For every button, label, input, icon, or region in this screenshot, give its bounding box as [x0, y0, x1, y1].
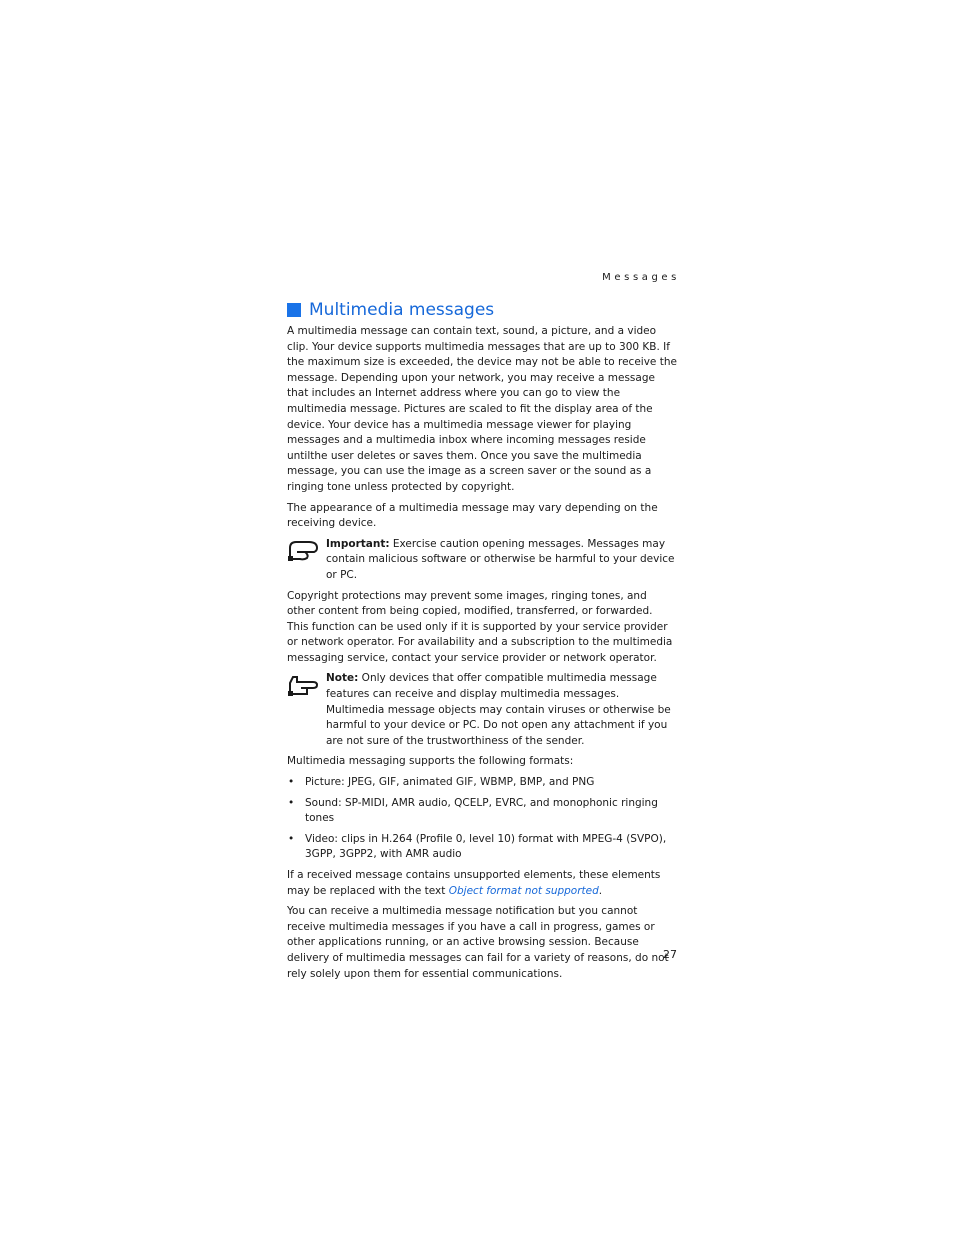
- important-label: Important:: [326, 537, 390, 550]
- format-picture: Picture: JPEG, GIF, animated GIF, WBMP, BMP, and PNG: [305, 776, 595, 789]
- heading-square-icon: [287, 303, 301, 317]
- note-label: Note:: [326, 672, 359, 685]
- formats-intro: Multimedia messaging supports the following formats:: [287, 755, 574, 768]
- appearance-paragraph: The appearance of a multimedia message may vary depending on the receiving device.: [287, 501, 658, 530]
- running-header: Messages: [602, 272, 680, 283]
- bullet: •: [288, 796, 295, 809]
- info-note: [287, 671, 677, 749]
- unsupported-text: If a received message contains unsupported elements, these elements may be replaced with the text: [287, 869, 661, 897]
- unsupported-paragraph: [287, 868, 677, 899]
- notification-paragraph: You can receive a multimedia message notification but you cannot receive multimedia messages if you have a call in progress, games or other applications running, or an active browsing session. Because delivery of multimedia messages can fail for a variety of reasons, do not rely solely upon them for essential communications.: [287, 905, 669, 980]
- formats-list: [287, 775, 677, 863]
- section-heading: [287, 300, 677, 320]
- page-number: 27: [663, 948, 677, 961]
- important-hand-icon: [287, 539, 319, 567]
- important-note: [287, 537, 677, 584]
- bullet: •: [288, 776, 295, 789]
- unsupported-period: .: [598, 884, 603, 897]
- list-item: [287, 832, 677, 863]
- important-note-body: [326, 537, 677, 584]
- info-note-body: [326, 671, 677, 749]
- format-sound: Sound: SP-MIDI, AMR audio, QCELP, EVRC, and monophonic ringing tones: [305, 796, 658, 825]
- manual-page: [287, 272, 680, 987]
- list-item: [287, 775, 677, 791]
- object-format-ui-text: Object format not supported: [448, 884, 599, 897]
- note-text: Only devices that offer compatible multimedia message features can receive and display multimedia messages. Multimedia message objects may contain viruses or otherwise be harmful to your device or PC. Do not open any attachment if you are not sure of the trustworthiness of the sender.: [326, 672, 671, 747]
- bullet: •: [288, 832, 295, 845]
- copyright-paragraph: Copyright protections may prevent some images, ringing tones, and other content from being copied, modified, transferred, or forwarded. This function can be used only if it is supported by your service provider or network operator. For availability and a subscription to the multimedia messaging service, contact your service provider or network operator.: [287, 589, 673, 664]
- important-text: Exercise caution opening messages. Messages may contain malicious software or otherwise be harmful to your device or PC.: [326, 537, 675, 581]
- list-item: [287, 796, 677, 827]
- format-video: Video: clips in H.264 (Profile 0, level 10) format with MPEG-4 (SVPO), 3GPP, 3GPP2, with AMR audio: [305, 832, 667, 861]
- section-title: Multimedia messages: [309, 300, 495, 320]
- note-hand-icon: [287, 673, 319, 701]
- intro-paragraph: A multimedia message can contain text, sound, a picture, and a video clip. Your device supports multimedia messages that are up to 300 KB. If the maximum size is exceeded, the device may not be able to receive the message. Depending upon your network, you may receive a message that includes an Internet address where you can go to view the multimedia message. Pictures are scaled to fit the display area of the device. Your device has a multimedia message viewer for playing messages and a multimedia inbox where incoming messages reside untilthe user deletes or saves them. Once you save the multimedia message, you can use the image as a screen saver or the sound as a ringing tone unless protected by copyright.: [287, 325, 677, 493]
